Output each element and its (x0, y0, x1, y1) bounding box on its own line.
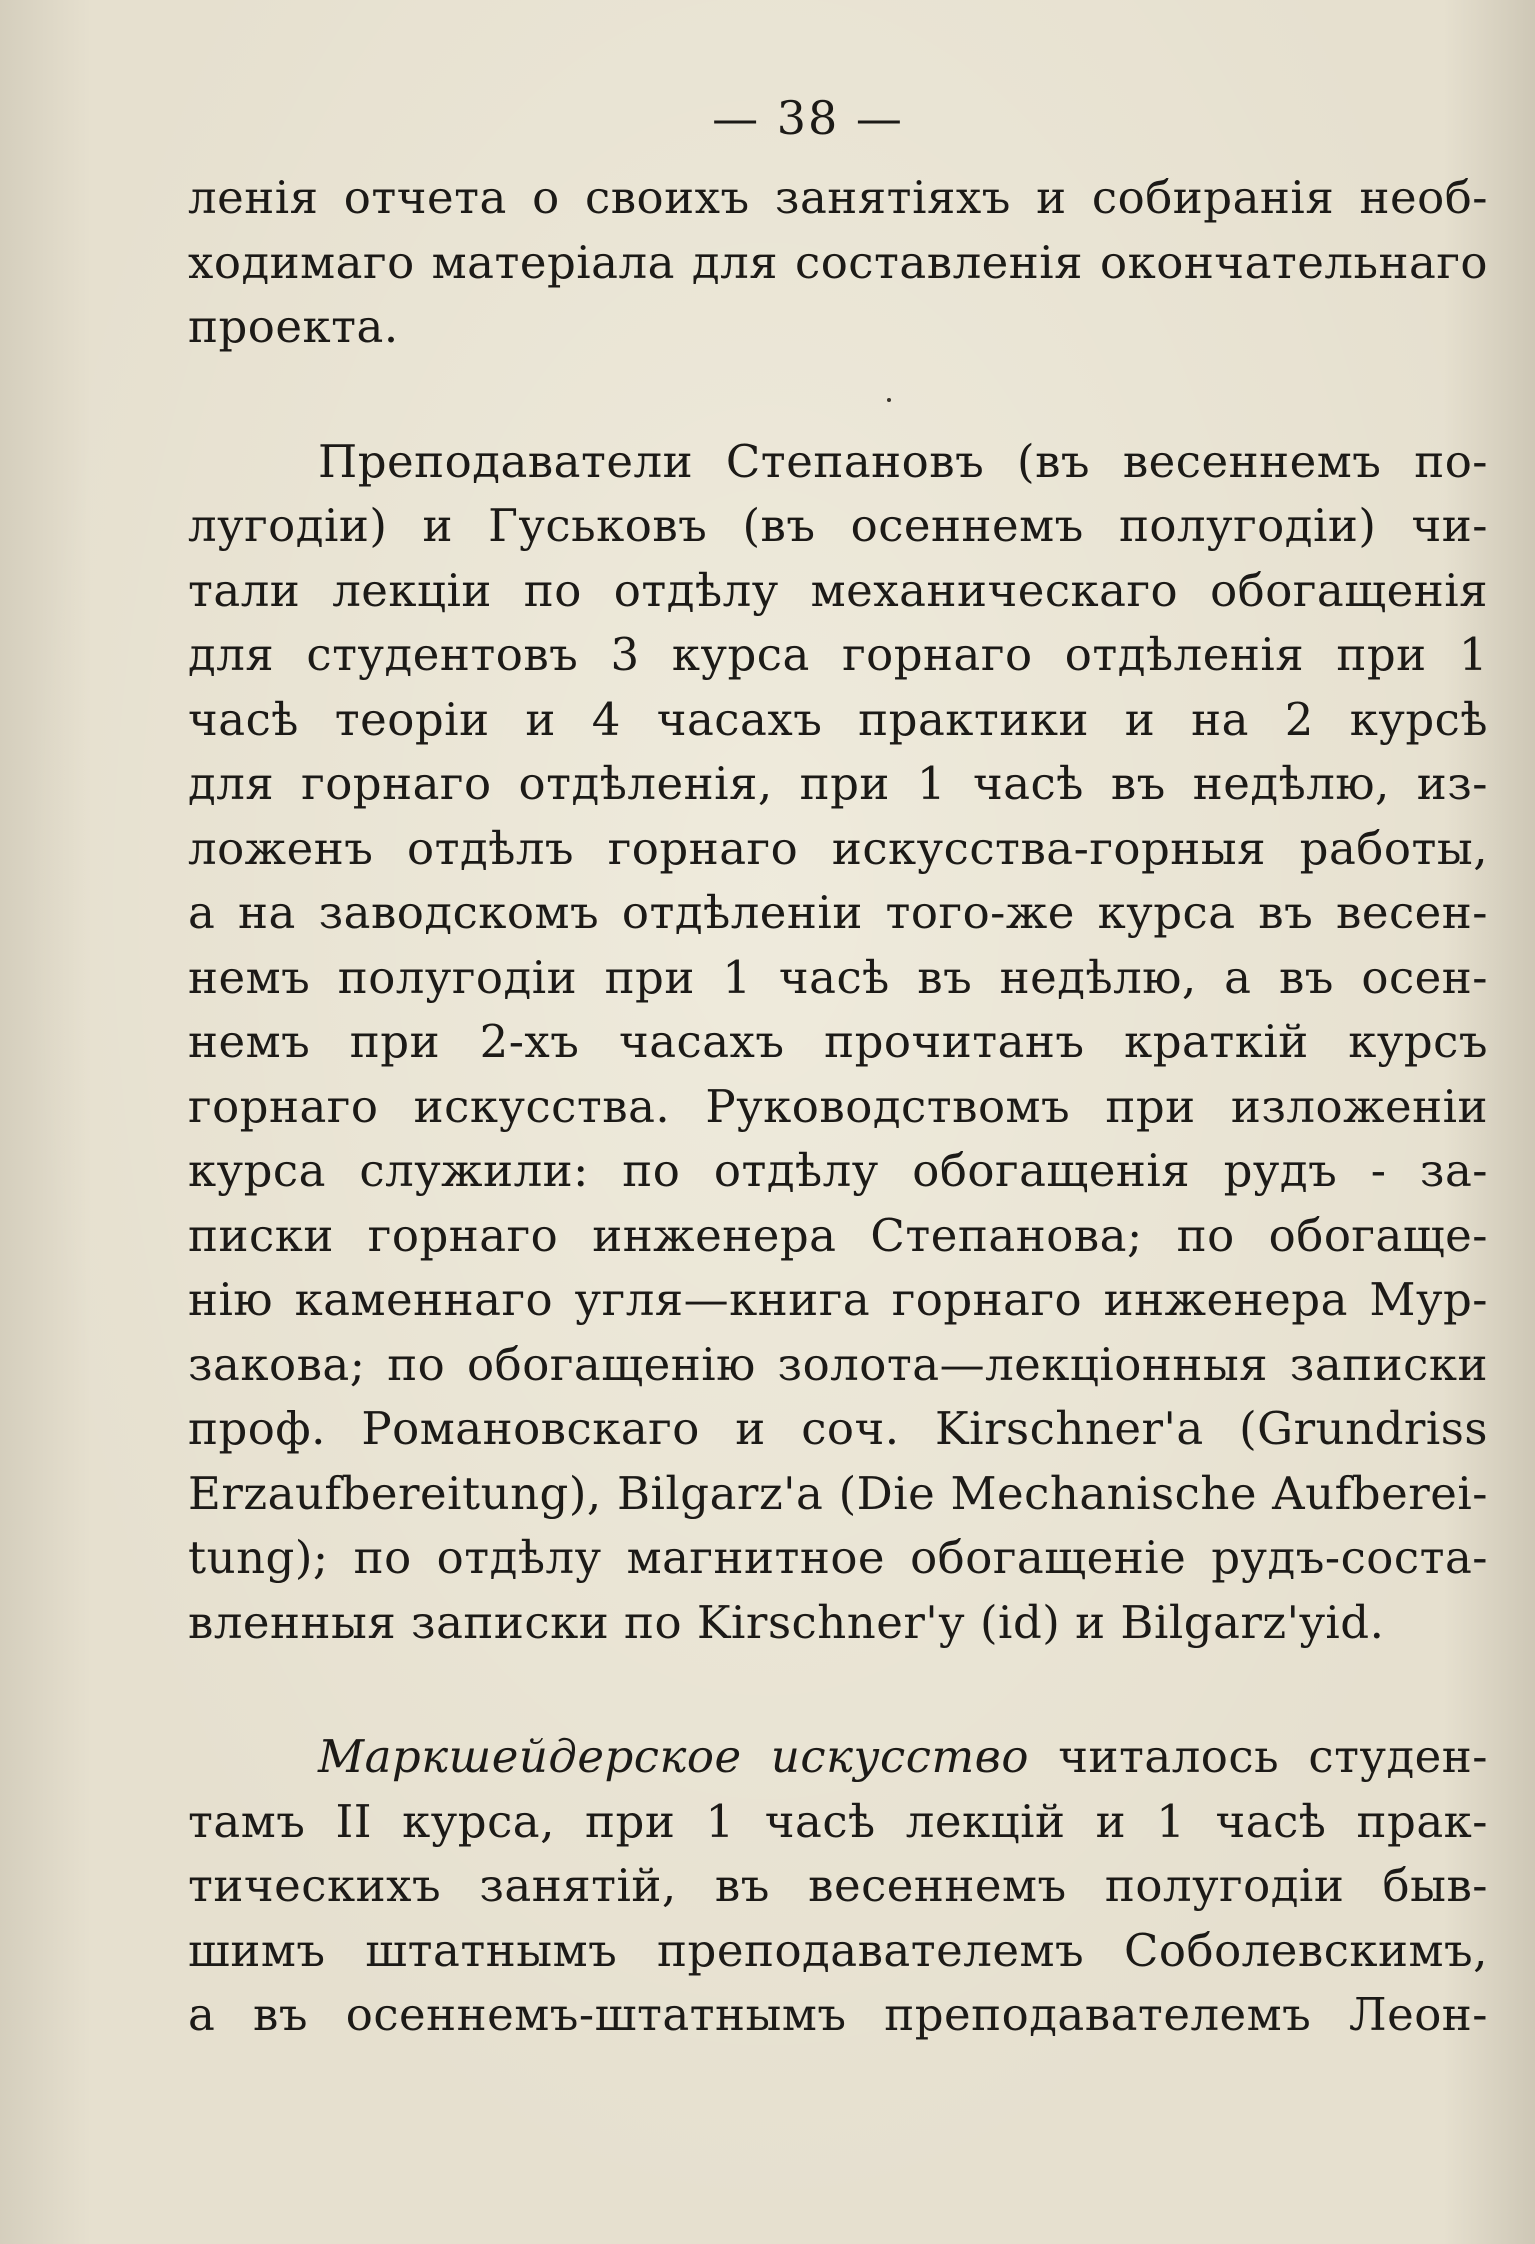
text-line: часѣ теоріи и 4 часахъ практики и на 2 курсѣ (188, 692, 1488, 746)
text-line: горнаго искусства. Руководствомъ при изложеніи (188, 1079, 1488, 1133)
text-line: шимъ штатнымъ преподавателемъ Соболевскимъ, (188, 1923, 1488, 1977)
text-line: закова; по обогащенію золота—лекціонныя записки (188, 1337, 1488, 1391)
paper-speck (887, 398, 891, 402)
line-continuation: читалось студен- (1028, 1730, 1488, 1783)
text-line: ходимаго матеріала для составленія окончательнаго (188, 235, 1488, 289)
text-line: тическихъ занятій, въ весеннемъ полугодіи быв- (188, 1859, 1488, 1912)
paragraph-3 (188, 1725, 1488, 2048)
text-line: ленія отчета о своихъ занятіяхъ и собиранія необ- (188, 171, 1488, 224)
text-line: для студентовъ 3 курса горнаго отдѣленія при 1 (188, 628, 1488, 681)
text-line: тамъ II курса, при 1 часѣ лекцій и 1 часѣ прак- (188, 1794, 1488, 1848)
text-line: курса служили: по отдѣлу обогащенія рудъ - за- (188, 1144, 1488, 1197)
italic-term: Маркшейдерское искусство (318, 1730, 1029, 1783)
text-line: писки горнаго инженера Степанова; по обогаще- (188, 1208, 1488, 1262)
paragraph-2 (188, 430, 1488, 1656)
text-line: лугодіи) и Гуськовъ (въ осеннемъ полугодіи) чи- (188, 499, 1488, 552)
text-line: вленныя записки по Kirschner'у (id) и Bilgarz'yid. (188, 1595, 1385, 1649)
text-line: Erzaufbereitung), Bilgarz'a (Die Mechanische Aufberei- (188, 1466, 1488, 1520)
text-line: тали лекціи по отдѣлу механическаго обогащенія (188, 563, 1488, 617)
text-line-with-italic-lead (188, 1725, 1488, 1790)
page-number: — 38 — (712, 91, 904, 145)
text-line: нію каменнаго угля—книга горнаго инженера Мур- (188, 1273, 1488, 1326)
text-line: Преподаватели Степановъ (въ весеннемъ по- (318, 434, 1488, 488)
text-line: а на заводскомъ отдѣленіи того-же курса въ весен- (188, 886, 1488, 939)
text-line: проекта. (188, 300, 399, 353)
text-line: для горнаго отдѣленія, при 1 часѣ въ недѣлю, из- (188, 757, 1488, 810)
book-page (188, 88, 1488, 2048)
paragraph-1 (188, 166, 1488, 360)
text-line: ложенъ отдѣлъ горнаго искусства-горныя работы, (188, 821, 1488, 875)
text-line: немъ полугодіи при 1 часѣ въ недѣлю, а въ осен- (188, 950, 1488, 1004)
text-line: tung); по отдѣлу магнитное обогащеніе рудъ-соста- (188, 1531, 1488, 1584)
text-line: а въ осеннемъ-штатнымъ преподавателемъ Леон- (188, 1988, 1488, 2041)
text-line: проф. Романовскаго и соч. Kirschner'a (Grundriss (188, 1402, 1488, 1455)
text-line: немъ при 2-хъ часахъ прочитанъ краткій курсъ (188, 1015, 1488, 1068)
